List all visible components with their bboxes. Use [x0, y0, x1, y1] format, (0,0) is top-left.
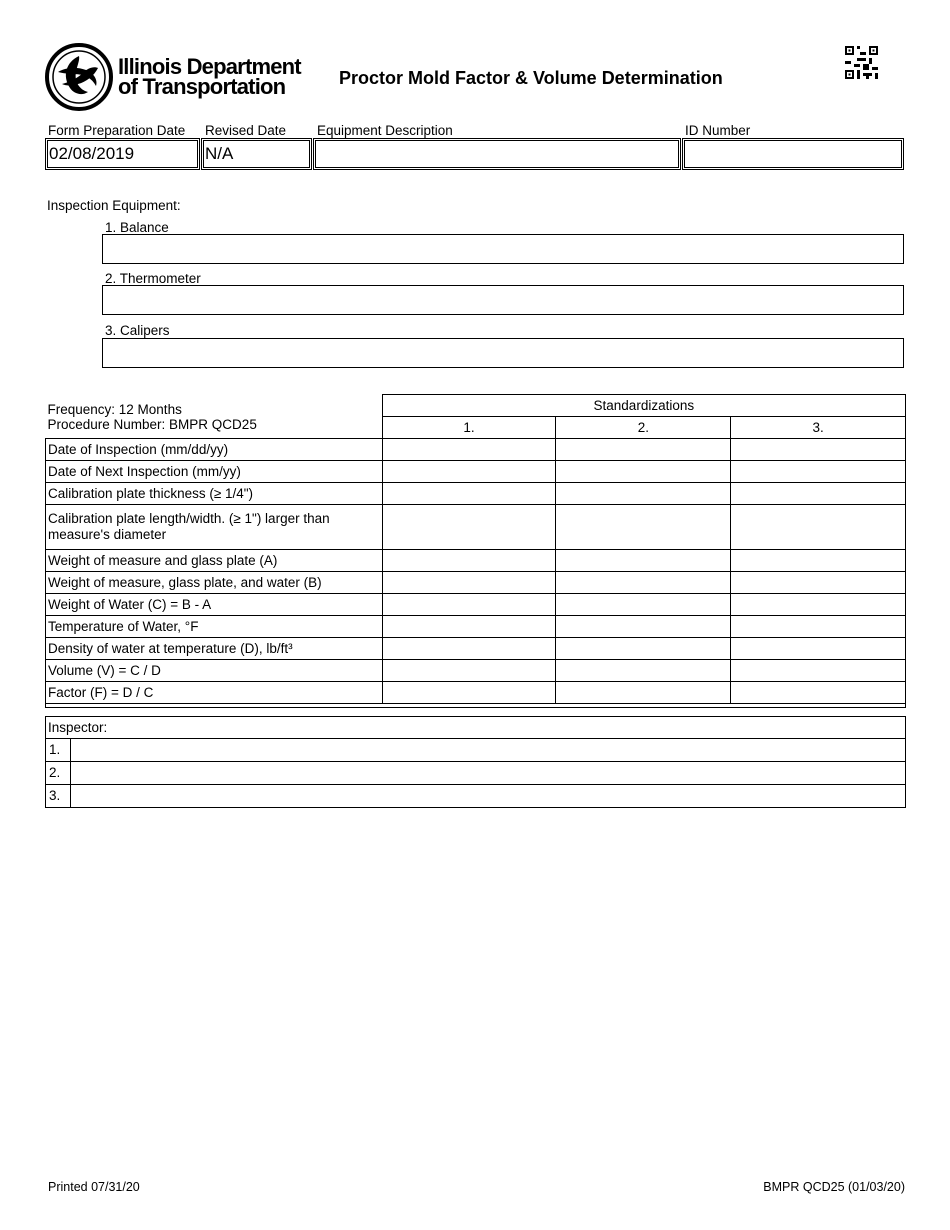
table-cell[interactable] — [731, 550, 906, 572]
logo-text-line2: of Transportation — [118, 74, 286, 99]
table-cell[interactable] — [556, 660, 731, 682]
table-row — [46, 638, 906, 660]
table-cell[interactable] — [731, 505, 906, 550]
table-cell[interactable] — [556, 505, 731, 550]
table-row — [46, 550, 906, 572]
form-prep-date-field[interactable] — [45, 138, 200, 170]
form-code: BMPR QCD25 (01/03/20) — [763, 1180, 905, 1194]
id-number-label: ID Number — [685, 123, 751, 138]
row-label: Temperature of Water, °F — [46, 616, 383, 638]
inspector-section — [45, 716, 906, 808]
column-header-1: 1. — [382, 417, 556, 439]
table-row — [46, 505, 906, 550]
id-number-field[interactable] — [682, 138, 904, 170]
form-prep-date-value: 02/08/2019 — [49, 144, 135, 163]
standardization-table — [45, 394, 906, 704]
equipment-item-calipers-label: 3. Calipers — [105, 323, 170, 338]
inspector-row — [46, 738, 905, 761]
row-label: Calibration plate thickness (≥ 1/4") — [46, 483, 383, 505]
table-cell[interactable] — [382, 439, 556, 461]
table-cell[interactable] — [731, 483, 906, 505]
table-cell[interactable] — [382, 638, 556, 660]
table-cell[interactable] — [731, 660, 906, 682]
table-cell[interactable] — [556, 682, 731, 704]
page-title: Proctor Mold Factor & Volume Determination — [339, 68, 723, 88]
table-cell[interactable] — [382, 572, 556, 594]
table-cell[interactable] — [556, 638, 731, 660]
form-prep-date-label: Form Preparation Date — [48, 123, 186, 138]
inspector-row-number: 2. — [46, 762, 71, 784]
calipers-input[interactable] — [102, 338, 904, 368]
table-cell[interactable] — [382, 660, 556, 682]
table-cell[interactable] — [382, 461, 556, 483]
row-label: Weight of measure and glass plate (A) — [46, 550, 383, 572]
inspector-title: Inspector: — [48, 720, 108, 735]
row-label: Weight of Water (C) = B - A — [46, 594, 383, 616]
frequency-text: Frequency: 12 Months — [47, 401, 182, 417]
table-cell[interactable] — [382, 505, 556, 550]
printed-date: Printed 07/31/20 — [48, 1180, 140, 1194]
inspector-name-input[interactable] — [71, 785, 905, 807]
inspector-row-number: 3. — [46, 785, 71, 807]
inspector-row-number: 1. — [46, 739, 71, 761]
row-label: Factor (F) = D / C — [46, 682, 383, 704]
inspector-name-input[interactable] — [71, 762, 905, 784]
table-cell[interactable] — [556, 483, 731, 505]
procedure-number-text: Procedure Number: BMPR QCD25 — [47, 416, 257, 432]
table-row — [46, 572, 906, 594]
table-cell[interactable] — [556, 461, 731, 483]
table-cell[interactable] — [556, 594, 731, 616]
table-cell[interactable] — [556, 572, 731, 594]
table-cell[interactable] — [382, 682, 556, 704]
row-label: Calibration plate length/width. (≥ 1") larger than measure's diameter — [46, 505, 383, 550]
table-cell[interactable] — [731, 594, 906, 616]
column-header-3: 3. — [731, 417, 906, 439]
table-cell[interactable] — [731, 461, 906, 483]
table-cell[interactable] — [556, 439, 731, 461]
table-row — [46, 616, 906, 638]
row-label: Date of Inspection (mm/dd/yy) — [46, 439, 383, 461]
table-cell[interactable] — [731, 572, 906, 594]
equipment-item-balance-label: 1. Balance — [105, 220, 169, 235]
revised-date-field[interactable] — [201, 138, 312, 170]
equipment-description-field[interactable] — [313, 138, 681, 170]
table-cell[interactable] — [731, 439, 906, 461]
table-cell[interactable] — [731, 682, 906, 704]
table-row — [46, 660, 906, 682]
row-label: Date of Next Inspection (mm/yy) — [46, 461, 383, 483]
inspector-row — [46, 761, 905, 784]
row-label: Volume (V) = C / D — [46, 660, 383, 682]
table-cell[interactable] — [556, 616, 731, 638]
table-row — [46, 439, 906, 461]
table-cell[interactable] — [731, 638, 906, 660]
row-label: Weight of measure, glass plate, and water (B) — [46, 572, 383, 594]
revised-date-value: N/A — [205, 144, 234, 163]
idot-logo — [44, 42, 304, 112]
table-row — [46, 682, 906, 704]
revised-date-label: Revised Date — [205, 123, 287, 138]
equipment-description-label: Equipment Description — [317, 123, 453, 138]
table-cell[interactable] — [382, 594, 556, 616]
logo-text-line1: Illinois Department — [118, 54, 301, 79]
idot-emblem-icon — [44, 42, 114, 112]
table-row — [46, 483, 906, 505]
inspection-equipment-title: Inspection Equipment: — [47, 198, 181, 213]
column-header-2: 2. — [556, 417, 731, 439]
equipment-item-thermometer-label: 2. Thermometer — [105, 271, 201, 286]
inspector-name-input[interactable] — [71, 739, 905, 761]
table-cell[interactable] — [382, 616, 556, 638]
table-row — [46, 594, 906, 616]
thermometer-input[interactable] — [102, 285, 904, 315]
table-cell[interactable] — [382, 483, 556, 505]
table-cell[interactable] — [556, 550, 731, 572]
table-row — [46, 461, 906, 483]
qr-code-icon — [845, 46, 878, 79]
inspector-row — [46, 784, 905, 807]
balance-input[interactable] — [102, 234, 904, 264]
table-cell[interactable] — [382, 550, 556, 572]
standardizations-header: Standardizations — [382, 395, 905, 417]
row-label: Density of water at temperature (D), lb/ft³ — [46, 638, 383, 660]
table-cell[interactable] — [731, 616, 906, 638]
